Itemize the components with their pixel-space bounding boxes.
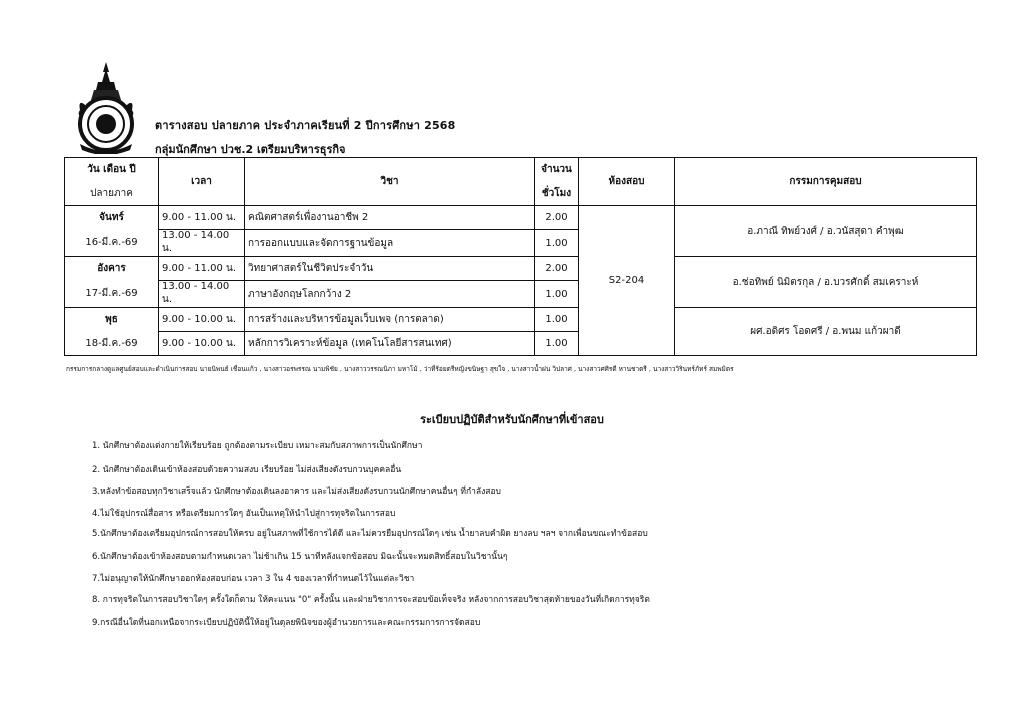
- proctor-names: อ.ช่อทิพย์ นิมิตรกุล / อ.บวรศักดิ์ สมเคราะห์: [675, 257, 977, 308]
- rule-item: 1. นักศึกษาต้องแต่งกายให้เรียบร้อย ถูกต้องตามระเบียบ เหมาะสมกับสภาพการเป็นนักศึกษา: [92, 441, 423, 451]
- page-subtitle: กลุ่มนักศึกษา ปวช.2 เตรียมบริหารธุรกิจ: [155, 143, 346, 156]
- day-date: 18-มี.ค.-69: [65, 332, 159, 356]
- session-time: 13.00 - 14.00 น.: [159, 281, 245, 308]
- table-row: [65, 308, 977, 332]
- rule-item: 7.ไม่อนุญาตให้นักศึกษาออกห้องสอบก่อน เวลา 3 ใน 4 ของเวลาที่กำหนดไว้ในแต่ละวิชา: [92, 574, 415, 584]
- central-committee-note: กรรมการกลางดูแลศูนย์สอบและดำเนินการสอบ นายนิพนธ์ เชื่อนแก้ว , นางสาวอรพรรณ นามพิชัย , นางสาววรรณนิภา มหาโม้ , ว่าที่ร้อยตรีหญิงขนิษฐา สุขใจ , นางสาวน้ำฝน วิปลาศ , นางสาวศศิรดี หานชาตรี , นางสาววิรินทร์ภัทร์ สมพมิตร: [66, 365, 734, 373]
- college-emblem-icon: [74, 60, 138, 154]
- header-hours: จำนวน: [535, 158, 579, 182]
- header-hours-sub: ชั่วโมง: [535, 182, 579, 206]
- session-subject: ภาษาอังกฤษโลกกว้าง 2: [245, 281, 535, 308]
- header-subject: วิชา: [245, 158, 535, 206]
- exam-room: S2-204: [579, 206, 675, 356]
- session-subject: หลักการวิเคราะห์ข้อมูล (เทคโนโลยีสารสนเทศ): [245, 332, 535, 356]
- session-hours: 1.00: [535, 308, 579, 332]
- rule-item: 5.นักศึกษาต้องเตรียมอุปกรณ์การสอบให้ครบ อยู่ในสภาพที่ใช้การได้ดี และไม่ควรยืมอุปกรณ์ใดๆ เช่น น้ำยาลบคำผิด ยางลบ ฯลฯ จากเพื่อนขณะทำข้อสอบ: [92, 529, 648, 539]
- header-room: ห้องสอบ: [579, 158, 675, 206]
- day-name: จันทร์: [65, 206, 159, 230]
- proctor-names: อ.ภาณี ทิพย์วงศ์ / อ.วนัสสุดา คำพุฒ: [675, 206, 977, 257]
- day-date: 17-มี.ค.-69: [65, 281, 159, 308]
- session-subject: คณิตศาสตร์เพื่องานอาชีพ 2: [245, 206, 535, 230]
- table-row: [65, 257, 977, 281]
- session-hours: 2.00: [535, 206, 579, 230]
- proctor-names: ผศ.อดิศร โอดศรี / อ.พนม แก้วผาดี: [675, 308, 977, 356]
- session-subject: การออกแบบและจัดการฐานข้อมูล: [245, 230, 535, 257]
- session-hours: 1.00: [535, 230, 579, 257]
- header-date-sub: ปลายภาค: [65, 182, 159, 206]
- session-time: 9.00 - 10.00 น.: [159, 308, 245, 332]
- session-hours: 1.00: [535, 281, 579, 308]
- exam-schedule-table: [64, 157, 977, 356]
- session-hours: 1.00: [535, 332, 579, 356]
- day-date: 16-มี.ค.-69: [65, 230, 159, 257]
- header-time: เวลา: [159, 158, 245, 206]
- day-name: อังคาร: [65, 257, 159, 281]
- day-name: พุธ: [65, 308, 159, 332]
- rule-item: 4.ไม่ใช้อุปกรณ์สื่อสาร หรือเตรียมการใดๆ อันเป็นเหตุให้นำไปสู่การทุจริตในการสอบ: [92, 509, 396, 519]
- session-time: 9.00 - 11.00 น.: [159, 206, 245, 230]
- table-row: [65, 206, 977, 230]
- session-subject: วิทยาศาสตร์ในชีวิตประจำวัน: [245, 257, 535, 281]
- rules-title: ระเบียบปฏิบัติสำหรับนักศึกษาที่เข้าสอบ: [420, 413, 604, 426]
- rule-item: 9.กรณีอื่นใดที่นอกเหนือจากระเบียบปฏิบัตินี้ให้อยู่ในดุลยพินิจของผู้อำนวยการและคณะกรรมการการจัดสอบ: [92, 618, 481, 628]
- header-date: วัน เดือน ปี: [65, 158, 159, 182]
- session-hours: 2.00: [535, 257, 579, 281]
- rule-item: 2. นักศึกษาต้องเดินเข้าห้องสอบด้วยความสงบ เรียบร้อย ไม่ส่งเสียงดังรบกวนบุคคลอื่น: [92, 465, 402, 475]
- rule-item: 3.หลังทำข้อสอบทุกวิชาเสร็จแล้ว นักศึกษาต้องเดินลงอาคาร และไม่ส่งเสียงดังรบกวนนักศึกษาคนอื่นๆ ที่กำลังสอบ: [92, 487, 501, 497]
- rule-item: 8. การทุจริตในการสอบวิชาใดๆ ครั้งใดก็ตาม ให้คะแนน "0" ครั้งนั้น และฝ่ายวิชาการจะสอบข้อเท็จจริง หลังจากการสอบวิชาสุดท้ายของวันที่เกิดการทุจริต: [92, 595, 650, 605]
- session-subject: การสร้างและบริหารข้อมูลเว็บเพจ (การตลาด): [245, 308, 535, 332]
- session-time: 13.00 - 14.00 น.: [159, 230, 245, 257]
- page-title: ตารางสอบ ปลายภาค ประจำภาคเรียนที่ 2 ปีการศึกษา 2568: [155, 119, 456, 132]
- session-time: 9.00 - 10.00 น.: [159, 332, 245, 356]
- session-time: 9.00 - 11.00 น.: [159, 257, 245, 281]
- rule-item: 6.นักศึกษาต้องเข้าห้องสอบตามกำหนดเวลา ไม่ช้าเกิน 15 นาทีหลังแจกข้อสอบ มิฉะนั้นจะหมดสิทธิ์สอบในวิชานั้นๆ: [92, 552, 508, 562]
- header-proctors: กรรมการคุมสอบ: [675, 158, 977, 206]
